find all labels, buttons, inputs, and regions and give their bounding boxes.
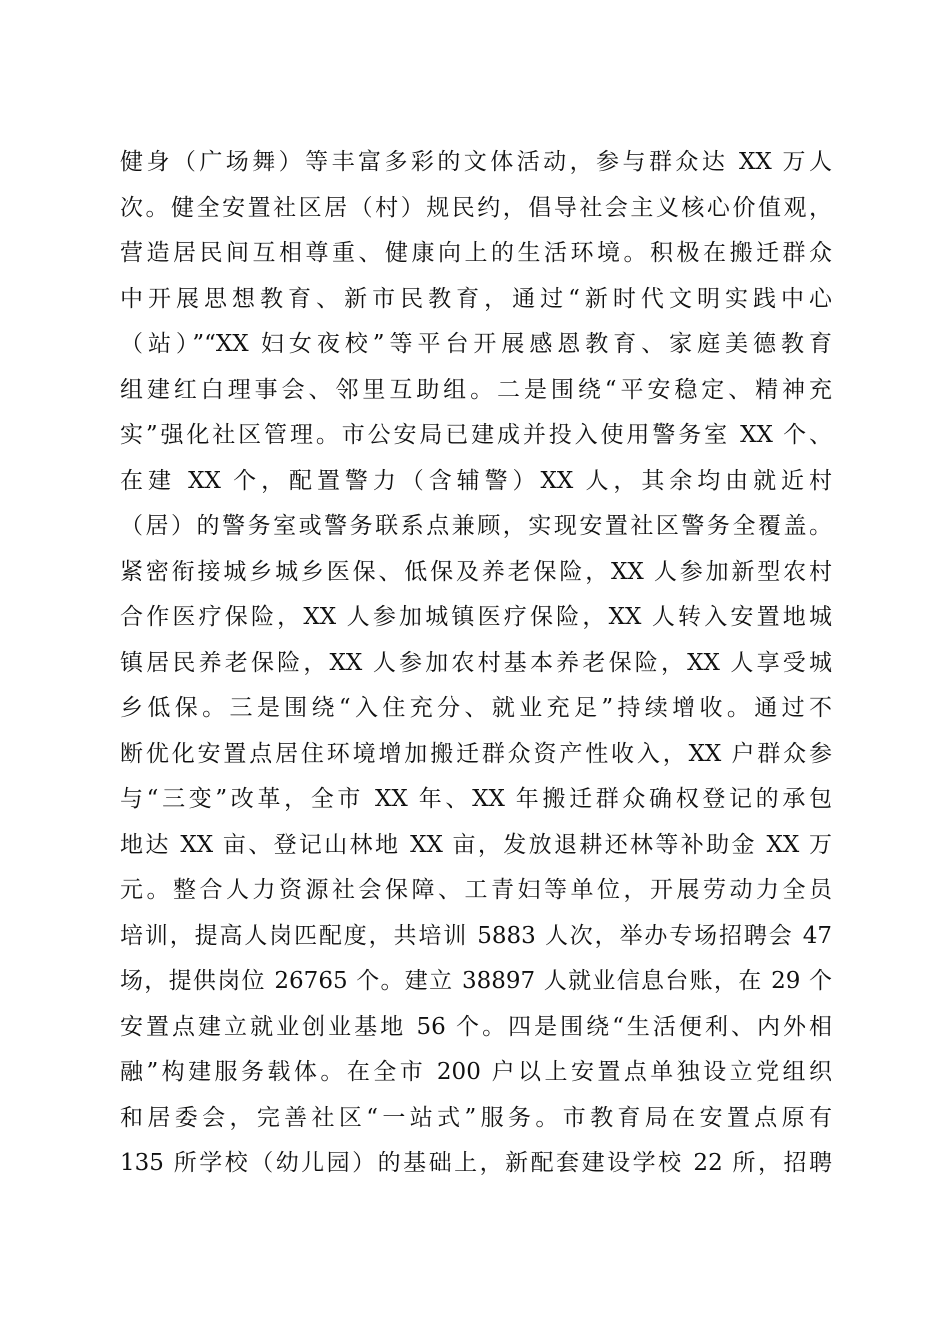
text-line: 次。健全安置社区居（村）规民约，倡导社会主义核心价值观，	[120, 194, 832, 221]
text-line: 健身（广场舞）等丰富多彩的文体活动，参与群众达 XX 万人	[120, 149, 832, 175]
text-line: 和居委会，完善社区“一站式”服务。市教育局在安置点原有	[120, 1104, 832, 1131]
text-line: 实”强化社区管理。市公安局已建成并投入使用警务室 XX 个、	[120, 422, 832, 448]
text-line: 乡低保。三是围绕“入住充分、就业充足”持续增收。通过不	[120, 695, 832, 721]
text-line: 与“三变”改革，全市 XX 年、XX 年搬迁群众确权登记的承包	[120, 786, 832, 812]
text-line: 安置点建立就业创业基地 56 个。四是围绕“生活便利、内外相	[120, 1013, 832, 1040]
body-paragraph	[120, 140, 832, 1187]
text-line: 135 所学校（幼儿园）的基础上，新配套建设学校 22 所，招聘	[120, 1150, 832, 1176]
text-line: 在建 XX 个，配置警力（含辅警）XX 人，其余均由就近村	[120, 467, 832, 494]
text-line: 镇居民养老保险，XX 人参加农村基本养老保险，XX 人享受城	[120, 649, 832, 676]
text-line: 培训，提高人岗匹配度，共培训 5883 人次，举办专场招聘会 47	[120, 922, 832, 949]
text-line: 元。整合人力资源社会保障、工青妇等单位，开展劳动力全员	[120, 877, 832, 903]
text-line: 组建红白理事会、邻里互助组。二是围绕“平安稳定、精神充	[120, 376, 832, 403]
text-line: 合作医疗保险，XX 人参加城镇医疗保险，XX 人转入安置地城	[120, 604, 832, 630]
text-line: 营造居民间互相尊重、健康向上的生活环境。积极在搬迁群众	[120, 240, 832, 266]
text-line: 场，提供岗位 26765 个。建立 38897 人就业信息台账，在 29 个	[120, 968, 832, 994]
text-line: 地达 XX 亩、登记山林地 XX 亩，发放退耕还林等补助金 XX 万	[120, 831, 832, 858]
text-line: 中开展思想教育、新市民教育，通过“新时代文明实践中心	[120, 285, 832, 312]
text-line: （站）”“XX 妇女夜校”等平台开展感恩教育、家庭美德教育	[120, 331, 832, 357]
text-line: 融”构建服务载体。在全市 200 户以上安置点单独设立党组织	[120, 1059, 832, 1085]
text-line: 断优化安置点居住环境增加搬迁群众资产性收入，XX 户群众参	[120, 740, 832, 767]
text-line: 紧密衔接城乡城乡医保、低保及养老保险，XX 人参加新型农村	[120, 558, 832, 585]
text-line: （居）的警务室或警务联系点兼顾，实现安置社区警务全覆盖。	[120, 513, 832, 539]
